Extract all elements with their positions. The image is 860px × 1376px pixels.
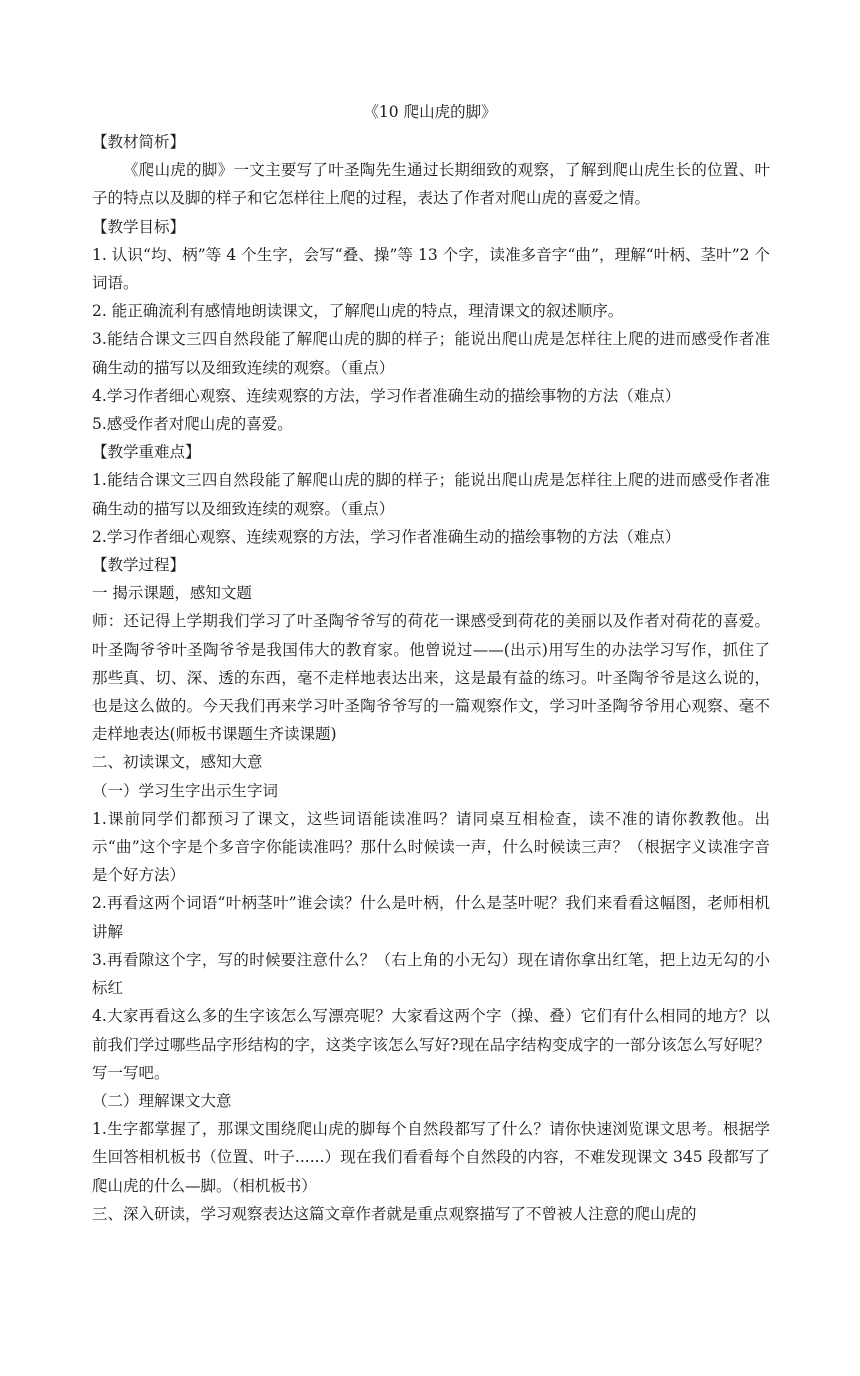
document-title: 《10 爬山虎的脚》 [363, 103, 497, 121]
section-heading: 【教学过程】 [92, 556, 186, 575]
section-heading: 【教材简析】 [92, 133, 186, 151]
list-item: 3.再看隙这个字，写的时候要注意什么？（右上角的小无勾）现在请你拿出红笔，把上边无勾的小标红 [92, 950, 770, 998]
list-item: 1. 认识“均、柄”等 4 个生字，会写“叠、操”等 13 个字，读准多音字“曲”，理解“叶柄、茎叶”2 个词语。 [92, 245, 770, 293]
list-item: 4.学习作者细心观察、连续观察的方法，学习作者准确生动的描绘事物的方法（难点） [92, 386, 681, 405]
list-item: 5.感受作者对爬山虎的喜爱。 [92, 415, 293, 434]
list-item: 1.课前同学们都预习了课文，这些词语能读准吗？请同桌互相检查，读不准的请你教教他。出示“曲”这个字是个多音字你能读准吗？那什么时候读一声，什么时候读三声？（根据字义读准字音是个好方法） [92, 809, 770, 885]
subsection-heading: （二）理解课文大意 [92, 1091, 232, 1110]
document-body [92, 128, 770, 1228]
list-item: 4.大家再看这么多的生字该怎么写漂亮呢？大家看这两个字（操、叠）它们有什么相同的地方？以前我们学过哪些品字形结构的字，这类字该怎么写好?现在品字结构变成字的一部分该怎么写好呢？写一写吧。 [92, 1007, 770, 1082]
list-item: 3.能结合课文三四自然段能了解爬山虎的脚的样子；能说出爬山虎是怎样往上爬的进而感受作者准确生动的描写以及细致连续的观察。（重点） [92, 330, 770, 377]
subsection-heading: （一）学习生字出示生字词 [92, 781, 279, 800]
list-item: 1.能结合课文三四自然段能了解爬山虎的脚的样子；能说出爬山虎是怎样往上爬的进而感受作者准确生动的描写以及细致连续的观察。（重点） [92, 471, 770, 518]
paragraph: 《爬山虎的脚》一文主要写了叶圣陶先生通过长期细致的观察，了解到爬山虎生长的位置、叶子的特点以及脚的样子和它怎样往上爬的过程，表达了作者对爬山虎的喜爱之情。 [92, 161, 770, 208]
list-item: 2. 能正确流利有感情地朗读课文，了解爬山虎的特点，理清课文的叙述顺序。 [92, 302, 624, 321]
section-heading: 【教学目标】 [92, 217, 186, 236]
list-item: 2.学习作者细心观察、连续观察的方法，学习作者准确生动的描绘事物的方法（难点） [92, 527, 681, 546]
subsection-heading: 一 揭示课题，感知文题 [92, 584, 252, 603]
list-item: 1.生字都掌握了，那课文围绕爬山虎的脚每个自然段都写了什么？请你快速浏览课文思考。根据学生回答相机板书（位置、叶子......）现在我们看看每个自然段的内容，不难发现课文 345 段都写了爬山虎的什么—脚。（相机板书） [92, 1120, 770, 1195]
subsection-heading: 三、深入研读，学习观察表达这篇文章作者就是重点观察描写了不曾被人注意的爬山虎的 [92, 1204, 697, 1223]
section-heading: 【教学重难点】 [92, 443, 201, 462]
subsection-heading: 二、初读课文，感知大意 [92, 753, 263, 772]
paragraph: 师：还记得上学期我们学习了叶圣陶爷爷写的荷花一课感受到荷花的美丽以及作者对荷花的喜爱。叶圣陶爷爷叶圣陶爷爷是我国伟大的教育家。他曾说过——(出示)用写生的办法学习写作，抓住了那些真、切、深、透的东西，毫不走样地表达出来，这是最有益的练习。叶圣陶爷爷是这么说的，也是这么做的。今天我们再来学习叶圣陶爷爷写的一篇观察作文，学习叶圣陶爷爷用心观察、毫不走样地表达(师板书课题生齐读课题) [92, 612, 770, 744]
list-item: 2.再看这两个词语“叶柄茎叶”谁会读？什么是叶柄，什么是茎叶呢？我们来看看这幅图，老师相机讲解 [92, 894, 770, 941]
